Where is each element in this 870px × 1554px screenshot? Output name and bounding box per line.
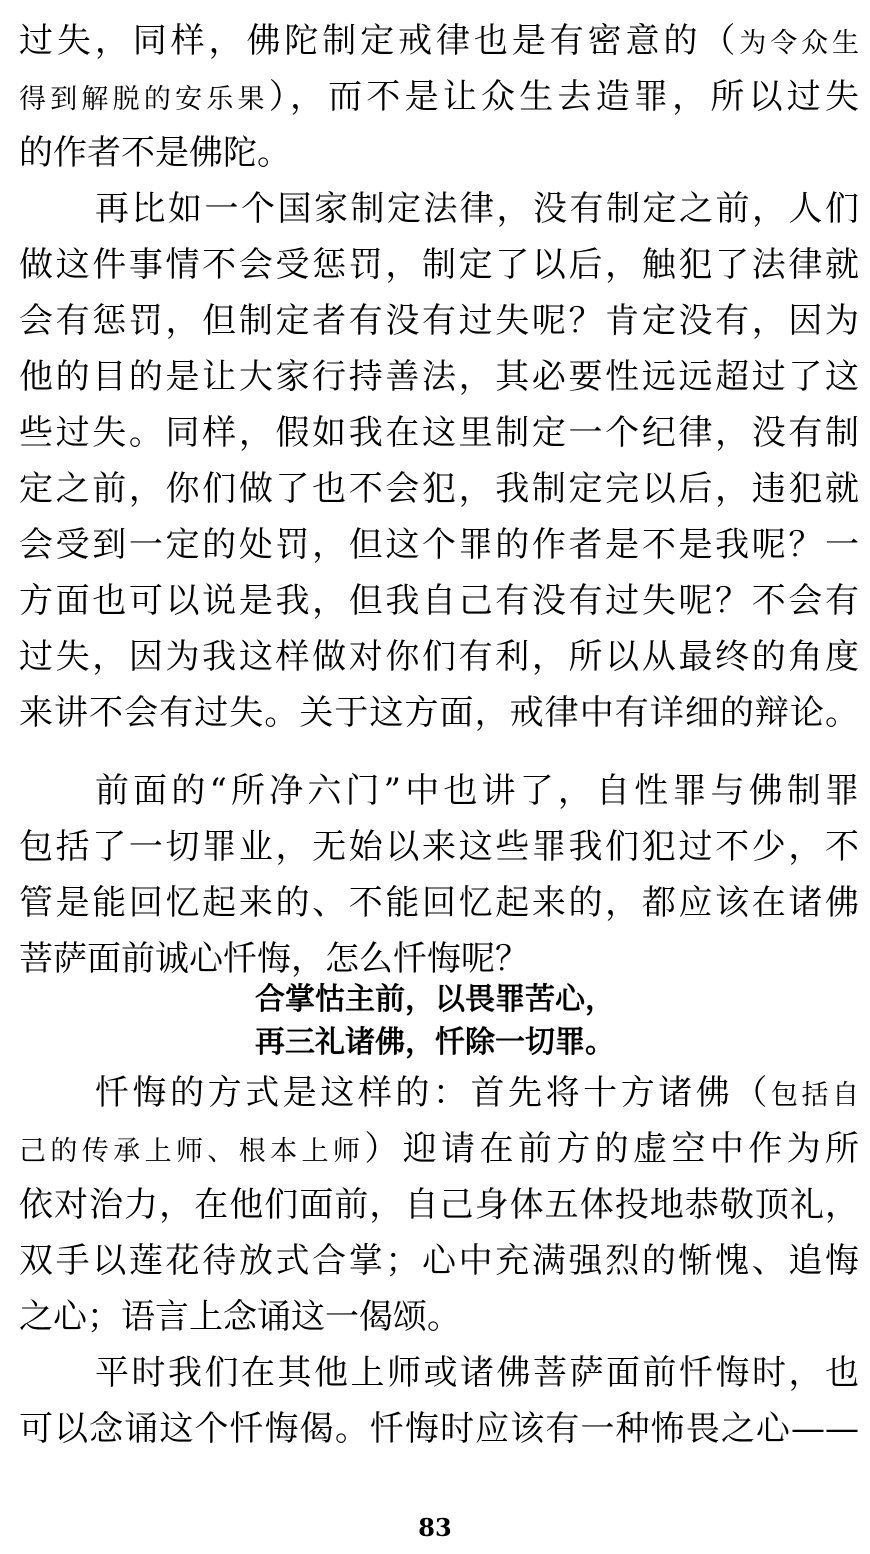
text-line: 包括了一切罪业，无始以来这些罪我们犯过不少，不: [19, 827, 859, 867]
paragraph-first-line: 前面的“所净六门”中也讲了，自性罪与佛制罪: [95, 771, 859, 811]
text-line: 会受到一定的处罚，但这个罪的作者是不是我呢？一: [19, 525, 859, 565]
text-line: 之心；语言上念诵这一偈颂。: [19, 1297, 461, 1337]
inline-note: 得到解脱的安乐果: [19, 84, 269, 115]
text-line: 过失，因为我这样做对你们有利，所以从最终的角度: [19, 637, 859, 677]
text-line: 做这件事情不会受惩罚，制定了以后，触犯了法律就: [19, 245, 859, 285]
text-line: 菩萨面前诚心忏悔，怎么忏悔呢？: [19, 939, 529, 979]
paragraph-first-line: 再比如一个国家制定法律，没有制定之前，人们: [95, 189, 859, 229]
text-line: 方面也可以说是我，但我自己有没有过失呢？不会有: [19, 581, 859, 621]
paragraph-first-line: 平时我们在其他上师或诸佛菩萨面前忏悔时，也: [95, 1353, 859, 1393]
text-line: 得到解脱的安乐果），而不是让众生去造罪，所以过失: [19, 77, 860, 117]
paragraph-first-line: 忏悔的方式是这样的：首先将十方诸佛（包括自: [95, 1073, 860, 1113]
inline-note: 为令众生: [739, 28, 860, 59]
text-line: 可以念诵这个忏悔偈。忏悔时应该有一种怖畏之心——: [19, 1409, 859, 1449]
text-line: 管是能回忆起来的、不能回忆起来的，都应该在诸佛: [19, 883, 859, 923]
verse-line: 再三礼诸佛，忏除一切罪。: [255, 1025, 615, 1060]
text-line: 过失，同样，佛陀制定戒律也是有密意的（为令众生: [19, 21, 860, 61]
text-line: 己的传承上师、根本上师）迎请在前方的虚空中作为所: [19, 1129, 860, 1169]
text-line: 定之前，你们做了也不会犯，我制定完以后，违犯就: [19, 469, 859, 509]
inline-note: 包括自: [770, 1080, 860, 1111]
text-line: 来讲不会有过失。关于这方面，戒律中有详细的辩论。: [19, 693, 859, 733]
text-line: 的作者不是佛陀。: [19, 133, 291, 173]
text-line: 些过失。同样，假如我在这里制定一个纪律，没有制: [19, 413, 859, 453]
verse-line: 合掌怙主前，以畏罪苦心，: [255, 982, 615, 1017]
text-line: 双手以莲花待放式合掌；心中充满强烈的惭愧、追悔: [19, 1241, 859, 1281]
text-line: 依对治力，在他们面前，自己身体五体投地恭敬顶礼，: [19, 1185, 859, 1225]
text-line: 会有惩罚，但制定者有没有过失呢？肯定没有，因为: [19, 301, 859, 341]
page-number: 83: [418, 1513, 452, 1542]
text-line: 他的目的是让大家行持善法，其必要性远远超过了这: [19, 357, 859, 397]
inline-note: 己的传承上师、根本上师: [19, 1136, 365, 1167]
